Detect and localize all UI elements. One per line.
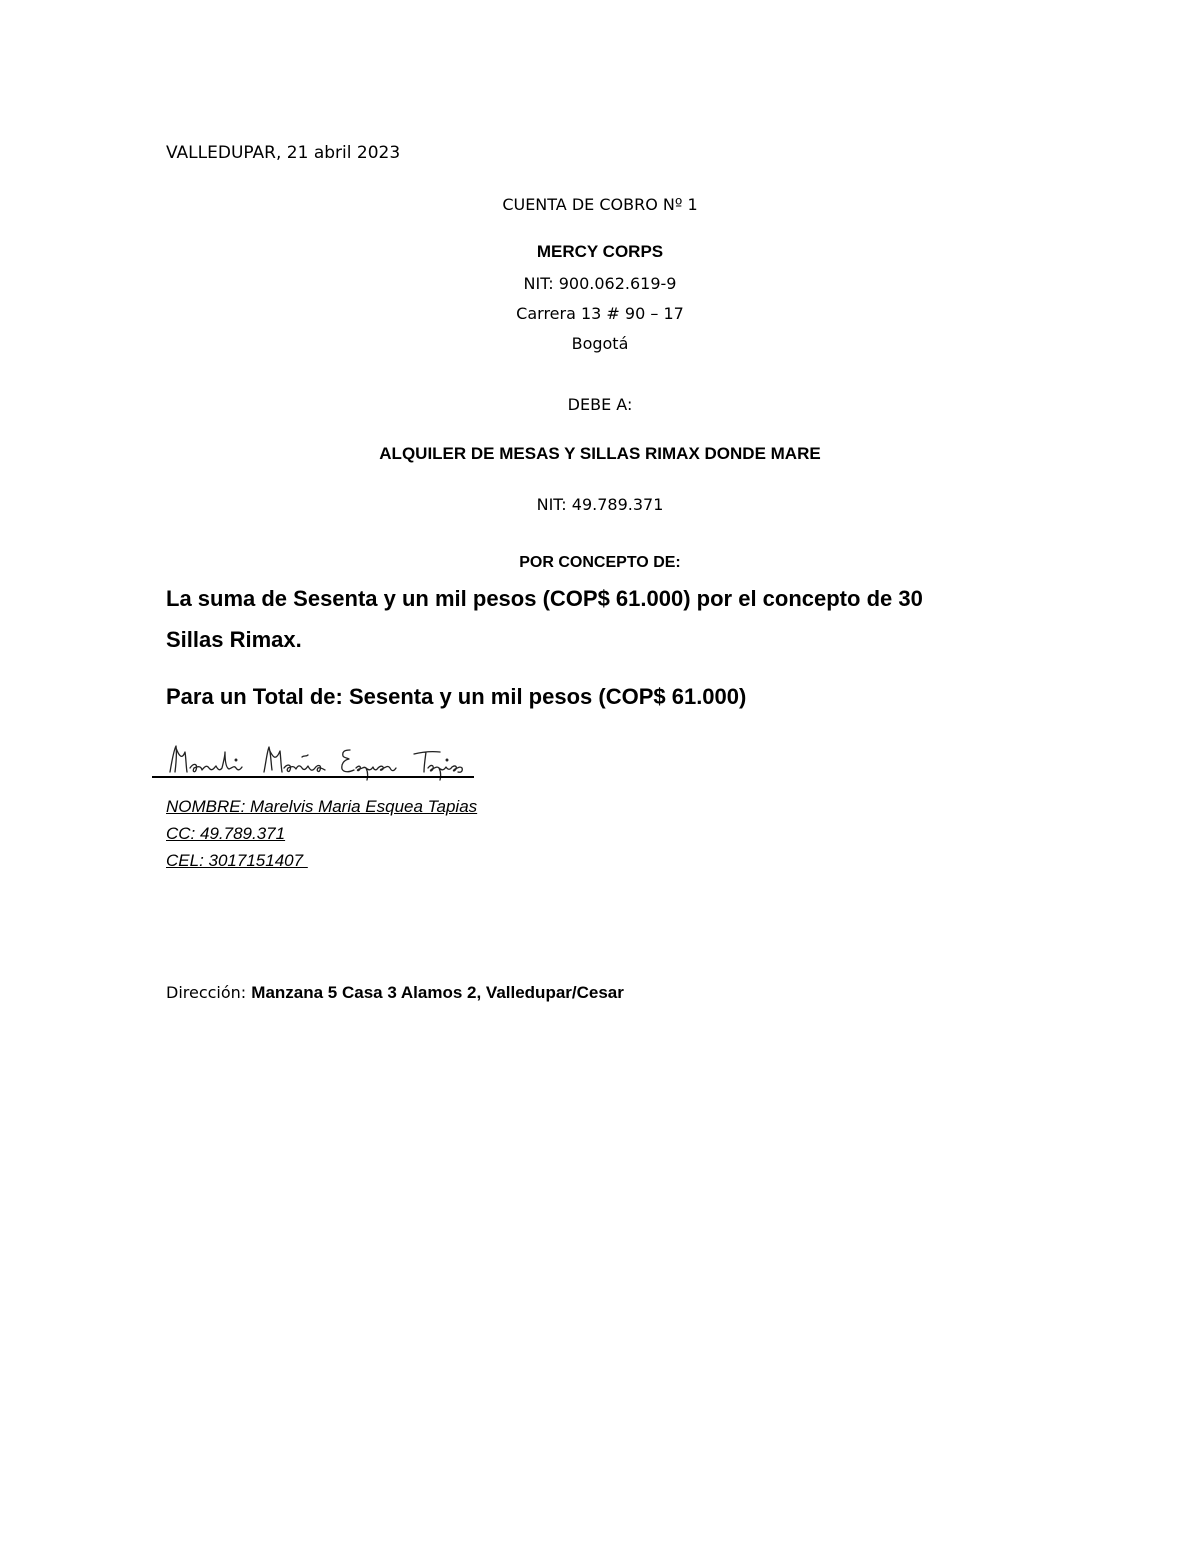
payee-name: ALQUILER DE MESAS Y SILLAS RIMAX DONDE MARE: [379, 444, 821, 463]
payer-address: Carrera 13 # 90 – 17: [516, 304, 684, 323]
address-value: Manzana 5 Casa 3 Alamos 2, Valledupar/Cesar: [251, 983, 624, 1002]
place-date: VALLEDUPAR, 21 abril 2023: [166, 143, 401, 163]
signature-line: [152, 776, 474, 778]
document-title: CUENTA DE COBRO Nº 1: [502, 195, 698, 214]
address-label: Dirección:: [166, 983, 252, 1002]
payee-nit: NIT: 49.789.371: [536, 495, 664, 514]
footer-address: [166, 983, 624, 1003]
signer-cel: CEL: 3017151407: [166, 851, 308, 870]
payer-nit: NIT: 900.062.619-9: [523, 274, 677, 293]
concept-label: POR CONCEPTO DE:: [519, 554, 681, 571]
concept-line-1: La suma de Sesenta y un mil pesos (COP$ 61.000) por el concepto de 30: [166, 586, 923, 611]
signer-name: NOMBRE: Marelvis Maria Esquea Tapias: [166, 797, 478, 816]
payer-name: MERCY CORPS: [536, 242, 664, 261]
concept-line-2: Sillas Rimax.: [166, 627, 302, 652]
total-line: Para un Total de: Sesenta y un mil pesos (COP$ 61.000): [166, 684, 747, 709]
payer-city: Bogotá: [571, 334, 629, 353]
signer-cc: CC: 49.789.371: [166, 824, 286, 843]
owes-label: DEBE A:: [567, 395, 633, 414]
